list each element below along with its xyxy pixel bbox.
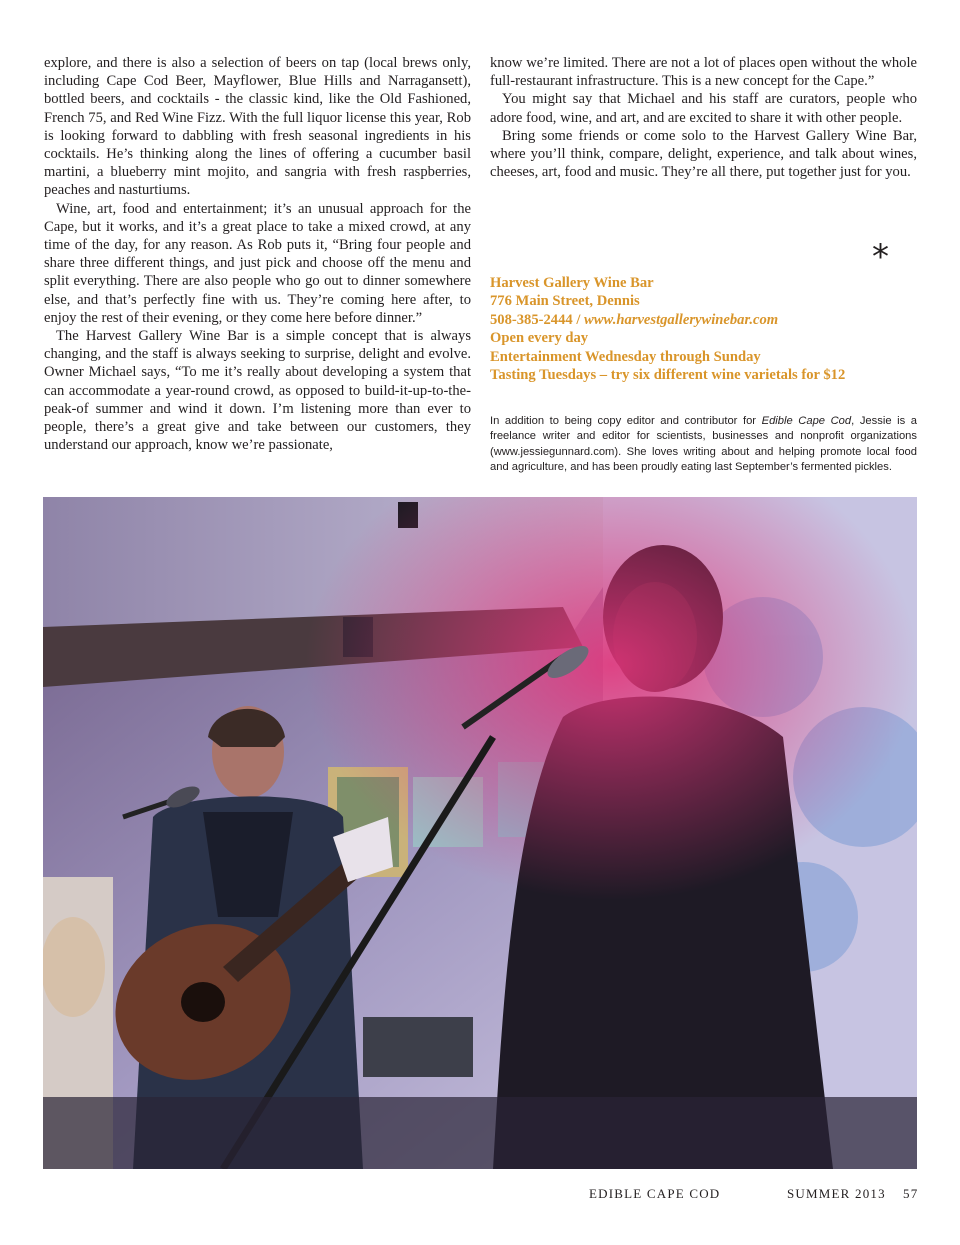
performance-photo [43, 497, 917, 1169]
venue-tasting: Tasting Tuesdays – try six different wine varietals for $12 [490, 367, 846, 384]
footer-magazine-name: EDIBLE CAPE COD [589, 1186, 721, 1201]
footer-page-number: 57 [903, 1186, 919, 1201]
performance-photo-illustration [43, 497, 917, 1169]
article-paragraph: Wine, art, food and entertainment; it’s an unusual approach for the Cape, but it works, and it’s a great place to take a mixed crowd, at any time of the day, for any reason. As Rob puts it, “Bring four people and share three different things, and just pick and choose off the menu and split everything. There are also people who go out to dinner somewhere else, and that’s perfectly fine with us. They’re coming here after, to enjoy the rest of their evening, or they come here before dinner.” [44, 200, 471, 326]
end-of-article-star-icon: * [872, 237, 889, 277]
venue-entertainment: Entertainment Wednesday through Sunday [490, 348, 761, 365]
bio-text: In addition to being copy editor and contributor for [490, 415, 762, 427]
article-paragraph: Bring some friends or come solo to the Harvest Gallery Wine Bar, where you’ll think, compare, delight, experience, and talk about wines, cheeses, art, food and music. They’re all there, put together just for you. [490, 127, 917, 181]
bio-text: , Jessie is a freelance writer and editor for scientists, businesses and nonprofit organizations (www.jessiegunnard.com). She loves writing about and helping promote local food and agriculture, and has been proudly eating last September’s fermented pickles. [490, 415, 917, 474]
footer-issue: SUMMER 2013 [787, 1186, 886, 1201]
venue-phone: 508-385-2444 / [490, 311, 585, 328]
article-paragraph: explore, and there is also a selection of beers on tap (local brews only, including Cape Cod Beer, Mayflower, Blue Hills and Narragansett), bottled beers, and cocktails - the classic kind, like the Old Fashioned, French 75, and Red Wine Fizz. With the full liquor license this year, Rob is looking forward to dabbling with fresh seasonal ingredients in his cocktails. He’s thinking along the lines of offering a cucumber basil martini, a blueberry mint mojito, and sangria with fresh raspberries, peaches and nasturtiums. [44, 55, 471, 199]
venue-name: Harvest Gallery Wine Bar [490, 275, 654, 291]
venue-hours: Open every day [490, 330, 589, 347]
article-column-right [490, 54, 917, 181]
venue-info-box [490, 274, 920, 384]
article-column-left [44, 54, 471, 454]
venue-contact [490, 311, 920, 329]
venue-address: 776 Main Street, Dennis [490, 293, 640, 310]
article-paragraph: The Harvest Gallery Wine Bar is a simple concept that is always changing, and the staff is always seeking to surprise, delight and evolve. Owner Michael says, “To me it’s really about developing a system that can accommodate a year-round crowd, as opposed to build-it-up-to-the-peak-of summer and wind it down. I’m listening more than ever to people, there’s a great give and take between our customers, they understand our approach, know we’re passionate, [44, 328, 471, 454]
venue-website-link[interactable]: www.harvestgallerywinebar.com [584, 311, 779, 328]
article-paragraph: know we’re limited. There are not a lot of places open without the whole full-restaurant infrastructure. This is a new concept for the Cape.” [490, 55, 917, 90]
author-bio [490, 414, 917, 476]
bio-publication: Edible Cape Cod [761, 415, 852, 427]
article-paragraph: You might say that Michael and his staff are curators, people who adore food, wine, and art, and are excited to share it with other people. [490, 91, 917, 126]
